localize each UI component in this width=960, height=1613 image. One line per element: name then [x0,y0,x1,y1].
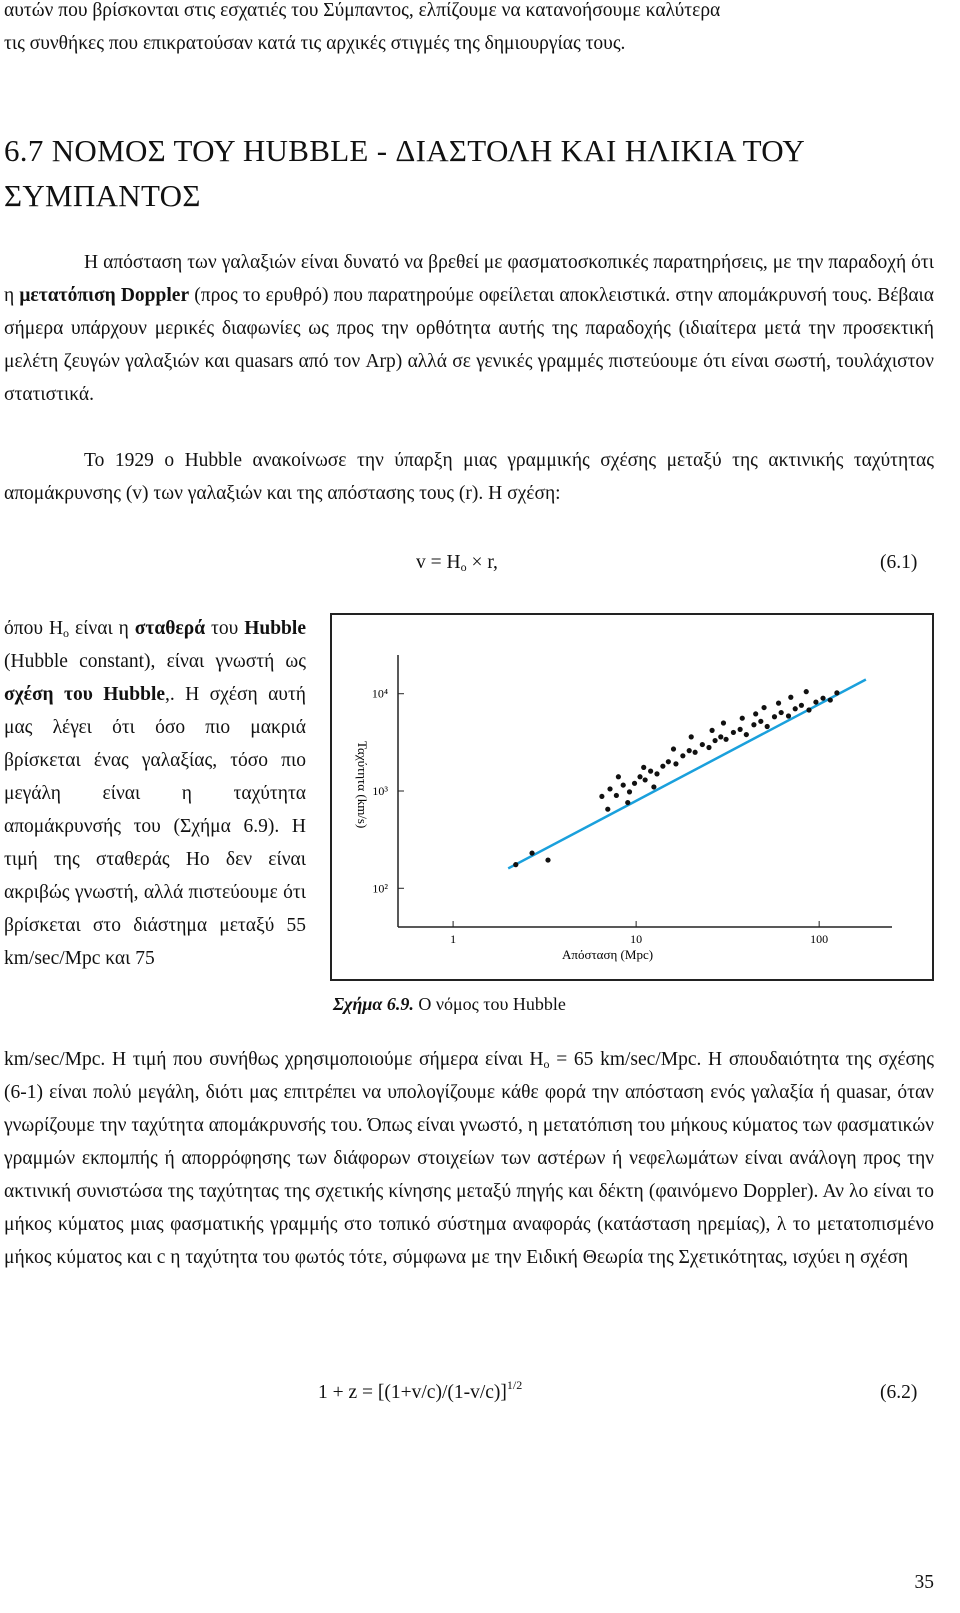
intro-line-2: τις συνθήκες που επικρατούσαν κατά τις αρχικές στιγμές της δημιουργίας τους. [4,33,626,54]
data-point [753,711,758,716]
data-point [738,727,743,732]
data-point [804,689,809,694]
data-point [599,794,604,799]
data-point [632,781,637,786]
data-point [709,728,714,733]
data-point [721,720,726,725]
data-point [621,782,626,787]
data-point [693,750,698,755]
paragraph-1-start: Η απόσταση των γαλαξιών είναι δυνατό να βρεθεί με φασματοσκοπικές παρατηρήσεις, με την παραδοχή ότι η [4,252,934,306]
data-point [744,732,749,737]
hubble-term: Hubble [244,618,306,639]
data-point [793,706,798,711]
equation-6-1-number: (6.1) [880,552,918,573]
data-point [648,769,653,774]
data-point [671,746,676,751]
x-tick-label: 1 [450,932,457,946]
data-point [806,707,811,712]
data-point [731,730,736,735]
data-point [813,699,818,704]
x-tick-label: 10 [630,932,643,946]
data-point [641,765,646,770]
data-point [740,716,745,721]
data-point [607,786,612,791]
figure-caption-text: Ο νόμος του Hubble [413,994,566,1014]
data-point [799,703,804,708]
paragraph-1 [4,246,934,411]
equation-6-2-number: (6.2) [880,1382,918,1403]
data-point [687,748,692,753]
hubble-law-term: σχέση του Hubble [4,684,166,705]
y-tick-label: 10³ [372,784,388,798]
data-point [700,742,705,747]
intro-line-1: αυτών που βρίσκονται στις εσχατιές του Σύμπαντος, ελπίζουμε να κατανοήσουμε καλύτερα [4,0,721,21]
page-number: 35 [914,1572,934,1593]
paragraph-2: Το 1929 ο Hubble ανακοίνωσε την ύπαρξη μιας γραμμικής σχέσης μεταξύ της ακτινικής ταχύτητας απομάκρυνσης (v) των γαλαξιών και της απόστασης τους (r). Η σχέση: [4,450,934,504]
data-point [680,753,685,758]
fit-line [508,679,866,868]
figure-caption-label: Σχήμα 6.9. [333,994,414,1014]
data-point [627,789,632,794]
equation-6-2: $1 + z = [(1+v/c)/(1-v/c)]^{1/2}$ [318,1378,523,1403]
data-point [758,719,763,724]
data-point [625,800,630,805]
side-paragraph: όπου $H_o$ είναι η σταθερά του Hubble (Hubble constant), είναι γνωστή ως σχέση του Hubble,. Η σχέση αυτή μας λέγει ότι όσο πιο μακριά βρίσκεται ένας γαλαξίας, τόσο πιο μεγάλη είναι η ταχύτητα απομάκρυνσής του (Σχήμα 6.9). Η τιμή της σταθεράς Ho δεν είναι ακριβώς γνωστή, αλλά πιστεύουμε ότι βρίσκεται στο διάστημα μεταξύ 55 km/sec/Mpc και 75 [4,618,306,969]
hubble-law-chart [332,615,932,979]
data-point [761,705,766,710]
data-point [828,697,833,702]
x-tick-label: 100 [810,932,829,946]
data-point [706,745,711,750]
data-point [673,761,678,766]
equation-6-1: $v = H_o \times r$, [416,552,498,574]
data-point [637,774,642,779]
data-point [834,690,839,695]
x-axis-label: Απόσταση (Mpc) [562,947,654,962]
data-point [513,862,518,867]
data-point [723,737,728,742]
data-point [689,734,694,739]
data-point [751,722,756,727]
hubble-law-figure [330,613,934,981]
y-tick-label: 10² [372,881,388,896]
figure-caption [333,991,566,1017]
data-point [820,696,825,701]
data-point [643,777,648,782]
data-point [712,738,717,743]
doppler-shift-term: μετατόπιση Doppler [19,285,190,306]
data-point [776,701,781,706]
section-title: 6.7 ΝΟΜΟΣ ΤΟΥ HUBBLE - ΔΙΑΣΤΟΛΗ ΚΑΙ ΗΛΙΚΙΑ ΤΟΥ ΣΥΜΠΑΝΤΟΣ [4,133,804,213]
data-point [788,695,793,700]
y-tick-label: 10⁴ [371,686,388,701]
data-point [718,734,723,739]
paragraph-1-end: (προς το ερυθρό) που παρατηρούμε οφείλεται αποκλειστικά. στην απομάκρυνσή τους. Βέβαια σήμερα υπάρχουν μερικές διαφωνίες ως προς την ορθότητα αυτής της παραδοχής (ιδιαίτερα μετά την προσεκτική μελέτη ζευγών γαλαξιών και quasars από τον Arp) αλλά σε γενικές γραμμές πιστεύουμε ότι είναι σωστή, τουλάχιστον στατιστικά. [4,285,935,405]
y-axis-label: Ταχύτητα (km/s) [355,741,370,829]
data-point [786,713,791,718]
data-point [529,850,534,855]
data-point [616,774,621,779]
data-point [651,784,656,789]
data-point [772,714,777,719]
data-point [545,857,550,862]
paragraph-3: km/sec/Mpc. Η τιμή που συνήθως χρησιμοποιούμε σήμερα είναι $H_o = 65$ km/sec/Mpc. Η σπουδαιότητα της σχέσης (6-1) είναι πολύ μεγάλη, διότι μας επιτρέπει να υπολογίζουμε κάθε φορά την απόσταση ενός γαλαξία ή quasar, όταν γνωρίζουμε την ταχύτητα απομάκρυνσής του. Όπως είναι γνωστό, η μετατόπιση του μήκους κύματος των φασματικών γραμμών εκπομπής ή απορρόφησης των διάφορων στοιχείων των αστέρων ή νεφελωμάτων είναι ανάλογη προς την ακτινική συνιστώσα της ταχύτητας της σχετικής κίνησης μεταξύ πηγής και δέκτη (φαινόμενο Doppler). Αν λο είναι το μήκος κύματος μιας φασματικής γραμμής στο τοπικό σύστημα αναφοράς (κατάσταση ηρεμίας), λ το μετατοπισμένο μήκος κύματος και c η ταχύτητα του φωτός τότε, σύμφωνα με την Ειδική Θεωρία της Σχετικότητας, ισχύει η σχέση [4,1049,934,1268]
data-point [765,724,770,729]
data-point [654,771,659,776]
data-point [605,807,610,812]
data-point [779,710,784,715]
data-point [660,764,665,769]
data-point [666,759,671,764]
hubble-constant-term: σταθερά [134,618,206,639]
data-point [614,793,619,798]
